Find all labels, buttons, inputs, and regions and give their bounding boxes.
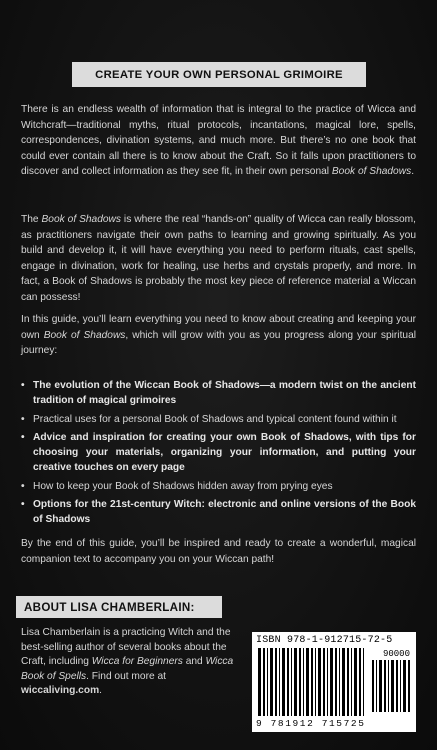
- bullet-icon: •: [21, 499, 25, 511]
- bullet-icon: •: [21, 480, 25, 492]
- feature-item-text: Options for the 21st-century Witch: electronic and online versions of the Book of Shadows: [33, 499, 416, 526]
- barcode-bar: [267, 648, 268, 716]
- author-bio: [21, 626, 236, 699]
- ean-barcode-bars: [258, 648, 366, 716]
- barcode-bar: [279, 648, 280, 716]
- barcode-bar: [354, 648, 357, 716]
- feature-list: [21, 378, 416, 531]
- barcode-bar: [351, 648, 352, 716]
- barcode-bar: [303, 648, 304, 716]
- text-run: There is an endless wealth of information that is integral to the practice of Wicca and Witchcraft—traditional myths, ritual protocols, incantations, magical lore, spells, correspondences, divination systems, and much more. But there’s no one book that could ever contain all there is to know about the Craft. So it falls upon practitioners to discover and collect information as they see fit, in their own personal: [21, 104, 416, 177]
- text-run: .: [99, 685, 102, 696]
- barcode-bar: [342, 648, 345, 716]
- intro-paragraph: [21, 102, 416, 180]
- barcode-bar: [282, 648, 285, 716]
- feature-item-text: The evolution of the Wiccan Book of Shadows—a modern twist on the ancient tradition of magical grimoires: [33, 380, 416, 407]
- barcode-bar: [396, 660, 398, 712]
- barcode-bar: [335, 648, 337, 716]
- barcode-bar: [287, 648, 289, 716]
- feature-item: [21, 497, 416, 528]
- text-run: .: [411, 166, 415, 177]
- barcode-bar: [323, 648, 325, 716]
- grimoire-banner: [72, 62, 366, 87]
- barcode-bar: [359, 648, 361, 716]
- italic-text: Wicca for Beginners: [91, 656, 183, 667]
- book-of-shadows-paragraph: [21, 212, 416, 305]
- barcode-bar: [391, 660, 394, 712]
- bullet-icon: •: [21, 380, 25, 391]
- text-run: In this guide, you’ll learn everything you need to know about creating and keeping your own: [21, 314, 416, 341]
- italic-text: Book of Shadows: [41, 214, 121, 225]
- feature-item: [21, 479, 416, 494]
- barcode-bar: [388, 660, 389, 712]
- price-barcode-bars: [372, 660, 412, 712]
- feature-item: [21, 430, 416, 476]
- barcode-bar: [311, 648, 313, 716]
- barcode-bar: [327, 648, 328, 716]
- barcode-bar: [339, 648, 340, 716]
- barcode-bar: [330, 648, 333, 716]
- barcode-bar: [408, 660, 410, 712]
- guide-paragraph: [21, 312, 416, 359]
- text-run: . Find out more at: [86, 670, 166, 682]
- feature-item-text: How to keep your Book of Shadows hidden away from prying eyes: [33, 480, 333, 492]
- bullet-icon: •: [21, 431, 25, 443]
- barcode-bar: [376, 660, 377, 712]
- about-author-banner: [16, 596, 222, 618]
- text-run: By the end of this guide, you’ll be inspired and ready to create a wonderful, magical companion text to accompany you on your Wiccan path!: [21, 538, 416, 565]
- closing-paragraph: [21, 536, 416, 567]
- text-run: and: [182, 656, 206, 667]
- barcode-bar: [306, 648, 309, 716]
- price-code: 90000: [382, 649, 410, 659]
- italic-text: Wicca Book of Spells: [21, 656, 234, 682]
- barcode-bar: [347, 648, 349, 716]
- barcode-bar: [258, 648, 261, 716]
- ean-digits: 9 781912 715725: [256, 718, 366, 729]
- text-run: The: [21, 214, 42, 225]
- barcode-bar: [291, 648, 292, 716]
- barcode-bar: [400, 660, 401, 712]
- barcode-bar: [384, 660, 386, 712]
- isbn-barcode: [252, 632, 416, 732]
- feature-item: [21, 412, 416, 427]
- about-author-title: ABOUT LISA CHAMBERLAIN:: [24, 600, 195, 614]
- barcode-bar: [403, 660, 406, 712]
- feature-item-text: Practical uses for a personal Book of Shadows and typical content found within it: [33, 413, 397, 425]
- barcode-bar: [299, 648, 301, 716]
- barcode-bar: [294, 648, 297, 716]
- barcode-bar: [318, 648, 321, 716]
- barcode-bar: [270, 648, 273, 716]
- text-run: Lisa Chamberlain is a practicing Witch and the best-selling author of several books about the Craft, including: [21, 627, 231, 667]
- bullet-icon: •: [21, 413, 25, 425]
- barcode-bar: [263, 648, 265, 716]
- isbn-number: ISBN 978-1-912715-72-5: [256, 635, 393, 646]
- text-run: is where the real “hands-on” quality of Wicca can really blossom, as practitioners navigate their own paths to learning and growing spiritually. As you build and develop it, it will have everything you need to perform rituals, cast spells, engage in divination, work for healing, use herbs and crystals properly, and more. In fact, a Book of Shadows is probably the most key piece of reference material a Wiccan can possess!: [21, 214, 416, 303]
- text-run: , which will grow with you as you progress along your spiritual journey:: [21, 329, 416, 356]
- barcode-bar: [372, 660, 374, 712]
- barcode-bar: [363, 648, 364, 716]
- feature-item-text: Advice and inspiration for creating your own Book of Shadows, with tips for choosing your materials, organizing your information, and putting your creative touches on every page: [33, 431, 416, 474]
- italic-text: Book of Shadows: [43, 329, 126, 341]
- barcode-bar: [275, 648, 277, 716]
- italic-text: Book of Shadows: [331, 166, 412, 177]
- barcode-bar: [379, 660, 382, 712]
- feature-item: [21, 378, 416, 409]
- bold-text: wiccaliving.com: [21, 685, 100, 696]
- barcode-bar: [315, 648, 316, 716]
- grimoire-banner-title: CREATE YOUR OWN PERSONAL GRIMOIRE: [95, 68, 343, 81]
